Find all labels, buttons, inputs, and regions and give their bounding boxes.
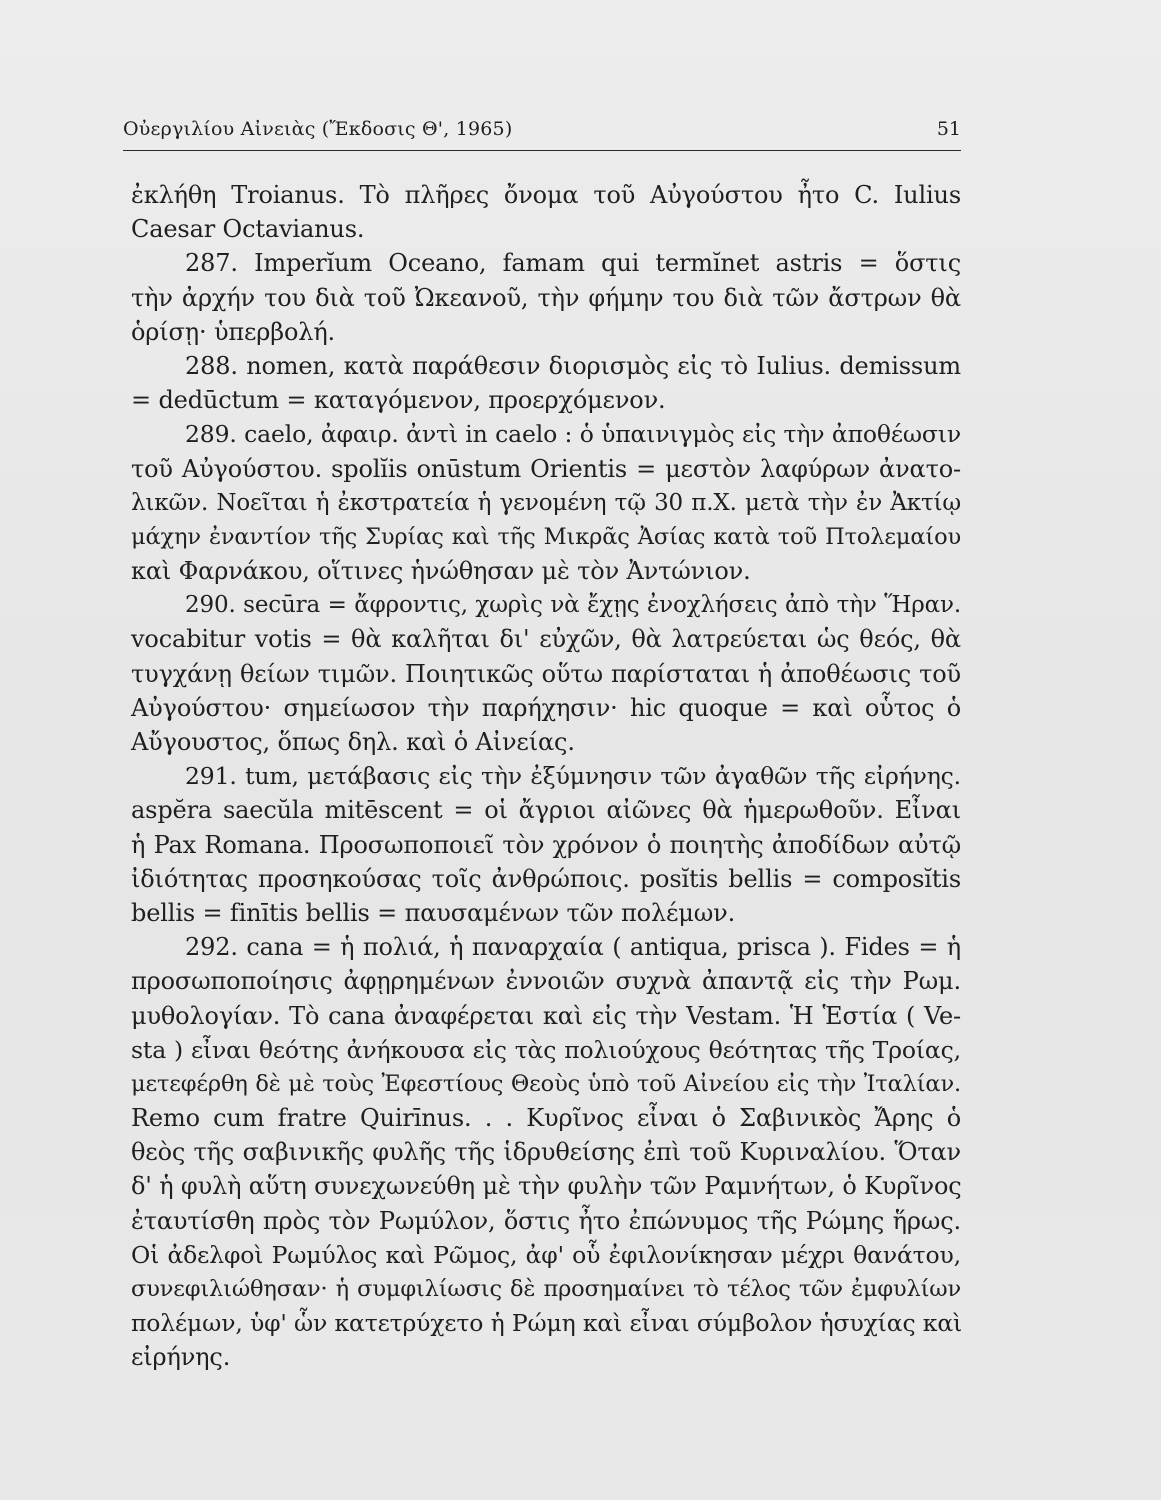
note-288-line: 288. nomen, κατὰ παράθεσιν διορισμὸς εἰς τὸ Iulius. demissum — [185, 351, 961, 380]
text-line: ἐκλήθη Troianus. Τὸ πλῆρες ὄνομα τοῦ Αὐγούστου ἦτο C. Iulius — [131, 181, 961, 209]
text-line: ἐταυτίσθη πρὸς τὸν Ρωμύλον, ὅστις ἦτο ἐπώνυμος τῆς Ρώμης ἥρως. — [131, 1206, 961, 1235]
text-line: Αὔγουστος, ὅπως δηλ. καὶ ὁ Αἰνείας. — [131, 728, 575, 756]
text-line: ἰδιότητας προσηκούσας τοῖς ἀνθρώποις. posĭtis bellis = composĭtis — [131, 864, 961, 893]
text-line: δ' ἡ φυλὴ αὕτη συνεχωνεύθη μὲ τὴν φυλὴν τῶν Ραμνήτων, ὁ Κυρῖνος — [131, 1172, 962, 1201]
note-292-line: 292. cana = ἡ πολιά, ἡ παναρχαία ( antiqua, prisca ). Fides = ἡ — [185, 933, 961, 962]
page-number: 51 — [936, 118, 961, 140]
text-line: vocabitur votis = θὰ καλῆται δι' εὐχῶν, θὰ λατρεύεται ὡς θεός, θὰ — [131, 625, 961, 654]
text-line: Caesar Octavianus. — [131, 215, 365, 244]
text-line: πολέμων, ὑφ' ὧν κατετρύχετο ἡ Ρώμη καὶ εἶναι σύμβολον ἡσυχίας καὶ — [131, 1309, 963, 1338]
text-line: θεὸς τῆς σαβινικῆς φυλῆς τῆς ἱδρυθείσης ἐπὶ τοῦ Κυριναλίου. Ὅταν — [131, 1138, 961, 1167]
text-line: bellis = finītis bellis = παυσαμένων τῶν πολέμων. — [131, 898, 736, 927]
text-line: μάχην ἐναντίον τῆς Συρίας καὶ τῆς Μικρᾶς Ἀσίας κατὰ τοῦ Πτολεμαίου — [131, 523, 961, 550]
running-header — [123, 116, 961, 151]
text-line: τυγχάνῃ θείων τιμῶν. Ποιητικῶς οὕτω παρίσταται ἡ ἀποθέωσις τοῦ — [131, 659, 961, 688]
text-line: λικῶν. Νοεῖται ἡ ἐκστρατεία ἡ γενομένη τῷ 30 π.Χ. μετὰ τὴν ἐν Ἀκτίῳ — [131, 489, 961, 516]
text-line: συνεφιλιώθησαν· ἡ συμφιλίωσις δὲ προσημαίνει τὸ τέλος τῶν ἐμφυλίων — [131, 1276, 961, 1302]
note-287-line: 287. Imperĭum Oceano, famam qui termĭnet astris = ὅστις — [185, 249, 961, 278]
text-line: aspĕra saecŭla mitēscent = οἱ ἄγριοι αἰῶνες θὰ ἡμερωθοῦν. Εἶναι — [131, 796, 961, 825]
text-line: τοῦ Αὐγούστου. spolĭis onūstum Orientis = μεστὸν λαφύρων ἀνατο- — [131, 454, 961, 483]
text-line: = dedūctum = καταγόμενον, προερχόμενον. — [131, 386, 666, 415]
text-line: ὁρίσῃ· ὑπερβολή. — [131, 317, 336, 346]
text-line: εἰρήνης. — [131, 1343, 231, 1372]
text-line: Αὐγούστου· σημείωσον τὴν παρήχησιν· hic quoque = καὶ οὗτος ὁ — [131, 693, 961, 722]
text-line: τὴν ἀρχήν του διὰ τοῦ Ὠκεανοῦ, τὴν φήμην του διὰ τῶν ἄστρων θὰ — [131, 283, 961, 312]
note-289-line: 289. caelo, ἀφαιρ. ἀντὶ in caelo : ὁ ὑπαινιγμὸς εἰς τὴν ἀποθέωσιν — [185, 420, 961, 449]
text-line: ἡ Pax Romana. Προσωποποιεῖ τὸν χρόνον ὁ ποιητὴς ἀποδίδων αὐτῷ — [131, 830, 961, 859]
text-line: μυθολογίαν. Τὸ cana ἀναφέρεται καὶ εἰς τὴν Vestam. Ἡ Ἑστία ( Ve- — [131, 1001, 961, 1030]
text-line: μετεφέρθη δὲ μὲ τοὺς Ἐφεστίους Θεοὺς ὑπὸ τοῦ Αἰνείου εἰς τὴν Ἰταλίαν. — [131, 1070, 961, 1097]
text-line: Οἱ ἀδελφοὶ Ρωμύλος καὶ Ρῶμος, ἀφ' οὗ ἐφιλονίκησαν μέχρι θανάτου, — [131, 1240, 961, 1269]
note-290-line: 290. secūra = ἄφροντις, χωρὶς νὰ ἔχῃς ἐνοχλήσεις ἀπὸ τὴν Ἥραν. — [185, 592, 961, 619]
note-291-line: 291. tum, μετάβασις εἰς τὴν ἐξύμνησιν τῶν ἀγαθῶν τῆς εἰρήνης. — [185, 762, 961, 791]
text-line: sta ) εἶναι θεότης ἀνήκουσα εἰς τὰς πολιούχους θεότητας τῆς Τροίας, — [131, 1035, 961, 1064]
body-text — [131, 178, 961, 1375]
text-line: Remo cum fratre Quirīnus. . . Κυρῖνος εἶναι ὁ Σαβινικὸς Ἄρης ὁ — [131, 1104, 961, 1133]
text-line: καὶ Φαρνάκου, οἵτινες ἡνώθησαν μὲ τὸν Ἀντώνιον. — [131, 557, 751, 586]
header-title: Οὐεργιλίου Αἰνειὰς (Ἔκδοσις Θ', 1965) — [123, 118, 513, 140]
text-line: προσωποποίησις ἀφῃρημένων ἐννοιῶν συχνὰ ἀπαντᾷ εἰς τὴν Ρωμ. — [131, 967, 961, 996]
